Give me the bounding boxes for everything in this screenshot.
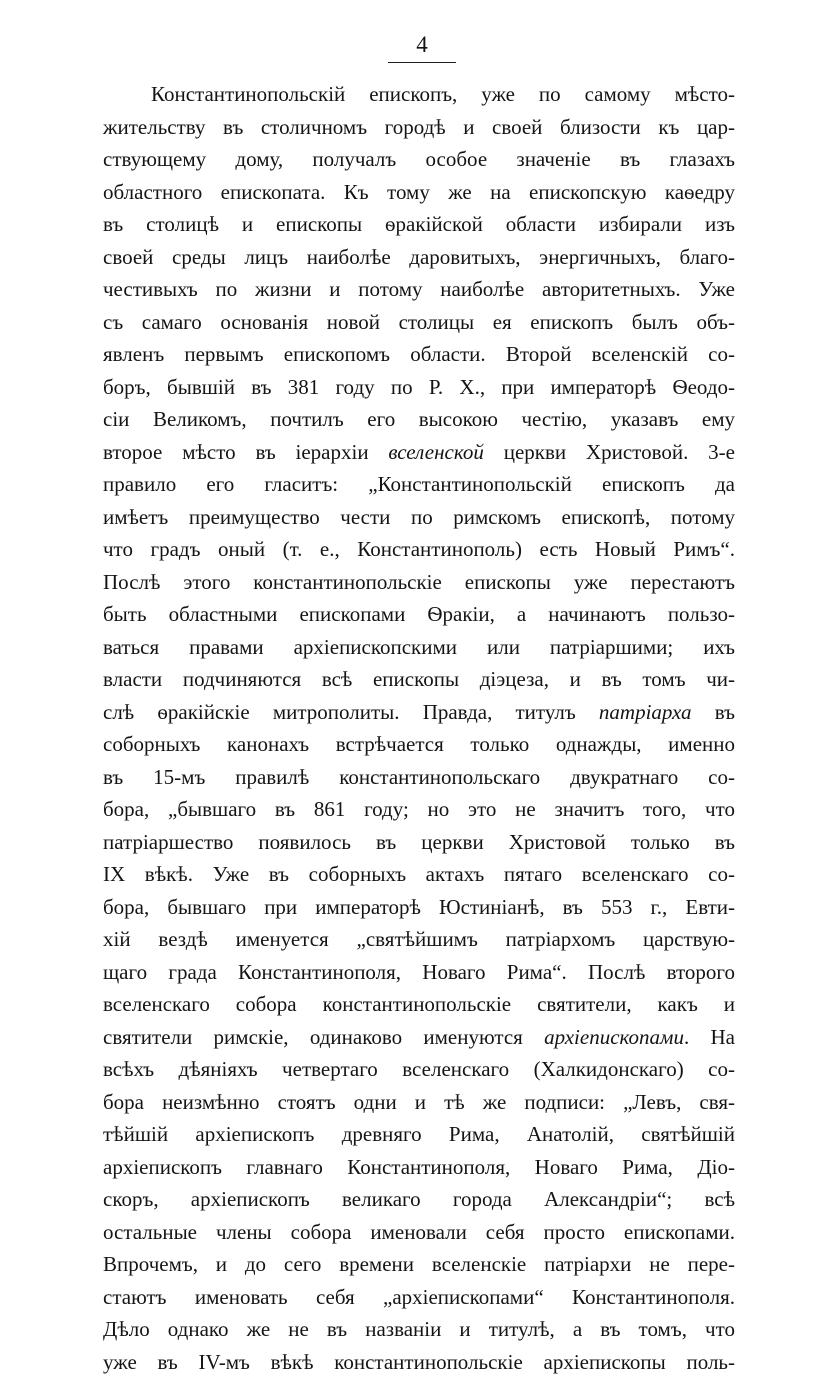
page-number: 4 <box>392 32 452 58</box>
text-line: уже въ IV-мъ вѣкѣ константинопольскіе архіепископы поль- <box>103 1346 735 1378</box>
text-line: бора, „бывшаго въ 861 году; но это не значитъ того, что <box>103 793 735 826</box>
text-line: скоръ, архіепископъ великаго города Александріи“; всѣ <box>103 1183 735 1216</box>
text-line: правило его гласитъ: „Константинопольскій епископъ да <box>103 468 735 501</box>
text-line: IX вѣкѣ. Уже въ соборныхъ актахъ пятаго вселенскаго со- <box>103 858 735 891</box>
text-line: патріаршество появилось въ церкви Христовой только въ <box>103 826 735 859</box>
text-line: стаютъ именовать себя „архіепископами“ Константинополя. <box>103 1281 735 1314</box>
text-line: остальные члены собора именовали себя просто епископами. <box>103 1216 735 1249</box>
text-line: ствующему дому, получалъ особое значеніе въ глазахъ <box>103 143 735 176</box>
text-line: слѣ ѳракійскіе митрополиты. Правда, титулъ патріарха въ <box>103 696 735 729</box>
text-line: быть областными епископами Ѳракіи, а начинаютъ пользо- <box>103 598 735 631</box>
italic-term: архіепископами <box>544 1025 684 1049</box>
text-line: святители римскіе, одинаково именуются архіепископами. На <box>103 1021 735 1054</box>
text-line: всѣхъ дѣяніяхъ четвертаго вселенскаго (Халкидонскаго) со- <box>103 1053 735 1086</box>
text-line: бора неизмѣнно стоятъ одни и тѣ же подписи: „Левъ, свя- <box>103 1086 735 1119</box>
text-line: архіепископъ главнаго Константинополя, Новаго Рима, Діо- <box>103 1151 735 1184</box>
text-line: что градъ оный (т. е., Константинополь) есть Новый Римъ“. <box>103 533 735 566</box>
text-line: съ самаго основанія новой столицы ея епископъ былъ объ- <box>103 306 735 339</box>
text-line: Константинопольскій епископъ, уже по самому мѣсто- <box>103 78 735 111</box>
text-line: соборныхъ канонахъ встрѣчается только однажды, именно <box>103 728 735 761</box>
body-text <box>103 78 735 1378</box>
text-line: въ 15-мъ правилѣ константинопольскаго двукратнаго со- <box>103 761 735 794</box>
text-line: жительству въ столичномъ городѣ и своей близости къ цар- <box>103 111 735 144</box>
text-line: вселенскаго собора константинопольскіе святители, какъ и <box>103 988 735 1021</box>
italic-term: вселенской <box>388 440 483 464</box>
text-line: власти подчиняются всѣ епископы діэцеза, и въ томъ чи- <box>103 663 735 696</box>
text-line: областного епископата. Къ тому же на епископскую каѳедру <box>103 176 735 209</box>
page-number-rule <box>388 62 456 63</box>
text-line: Дѣло однако же не въ названіи и титулѣ, а въ томъ, что <box>103 1313 735 1346</box>
text-line: щаго града Константинополя, Новаго Рима“. Послѣ второго <box>103 956 735 989</box>
text-line: Впрочемъ, и до сего времени вселенскіе патріархи не пере- <box>103 1248 735 1281</box>
text-line: сіи Великомъ, почтилъ его высокою честію, указавъ ему <box>103 403 735 436</box>
text-line: честивыхъ по жизни и потому наиболѣе авторитетныхъ. Уже <box>103 273 735 306</box>
text-line: хій вездѣ именуется „святѣйшимъ патріархомъ царствую- <box>103 923 735 956</box>
text-line: тѣйшій архіепископъ древняго Рима, Анатолій, святѣйшій <box>103 1118 735 1151</box>
text-line: въ столицѣ и епископы ѳракійской области избирали изъ <box>103 208 735 241</box>
text-line: явленъ первымъ епископомъ области. Второй вселенскій со- <box>103 338 735 371</box>
text-line: имѣетъ преимущество чести по римскомъ епископѣ, потому <box>103 501 735 534</box>
text-line: боръ, бывшій въ 381 году по Р. Х., при императорѣ Ѳеодо- <box>103 371 735 404</box>
text-line: своей среды лицъ наиболѣе даровитыхъ, энергичныхъ, благо- <box>103 241 735 274</box>
text-line: ваться правами архіепископскими или патріаршими; ихъ <box>103 631 735 664</box>
text-line: второе мѣсто въ іерархіи вселенской церкви Христовой. 3-е <box>103 436 735 469</box>
text-line: Послѣ этого константинопольскіе епископы уже перестаютъ <box>103 566 735 599</box>
italic-term: патріарха <box>599 700 692 724</box>
text-line: бора, бывшаго при императорѣ Юстиніанѣ, въ 553 г., Евти- <box>103 891 735 924</box>
